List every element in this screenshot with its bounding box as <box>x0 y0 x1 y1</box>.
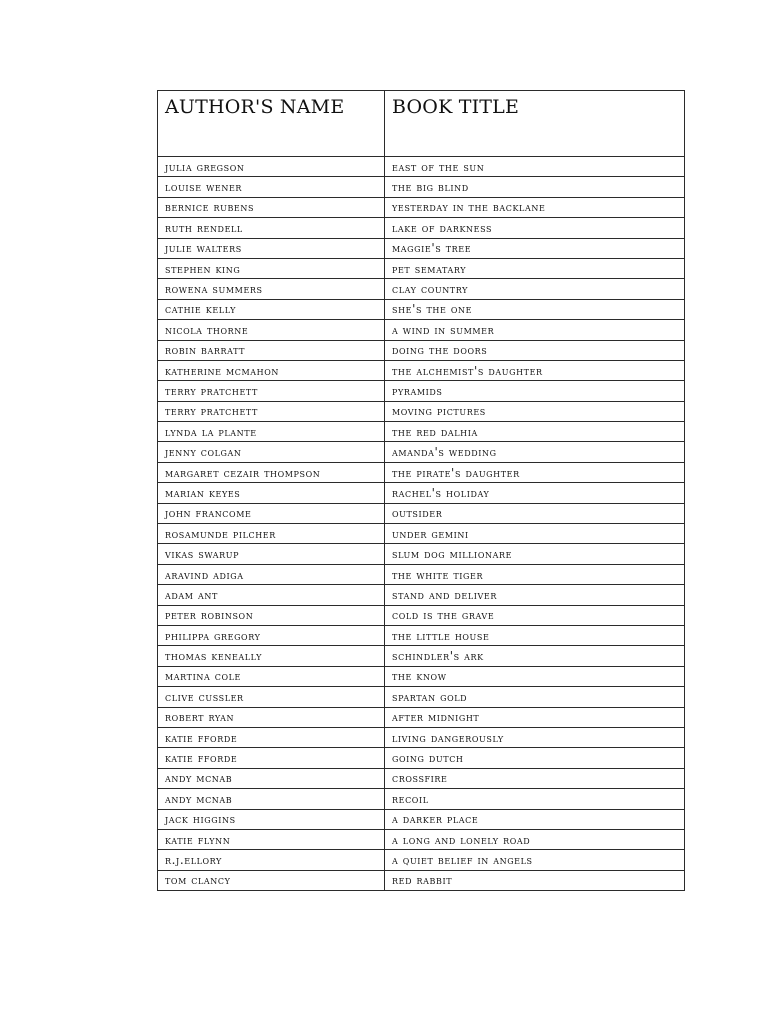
author-cell: clive cussler <box>158 687 385 707</box>
author-cell: martina cole <box>158 666 385 686</box>
author-cell: andy mcnab <box>158 789 385 809</box>
author-cell: tom clancy <box>158 870 385 890</box>
author-cell: katie fforde <box>158 727 385 747</box>
title-cell: crossfire <box>385 768 685 788</box>
title-cell: pet sematary <box>385 258 685 278</box>
title-cell: clay country <box>385 279 685 299</box>
table-row <box>158 748 685 768</box>
title-cell: the know <box>385 666 685 686</box>
table-row <box>158 340 685 360</box>
title-cell: cold is the grave <box>385 605 685 625</box>
author-cell: margaret cezair thompson <box>158 462 385 482</box>
title-cell: the little house <box>385 625 685 645</box>
author-cell: jenny colgan <box>158 442 385 462</box>
title-cell: recoil <box>385 789 685 809</box>
author-cell: rowena summers <box>158 279 385 299</box>
table-row <box>158 401 685 421</box>
author-cell: julie walters <box>158 238 385 258</box>
author-cell: r.j.ellory <box>158 850 385 870</box>
table-body <box>158 157 685 891</box>
title-cell: east of the sun <box>385 157 685 177</box>
author-cell: terry pratchett <box>158 381 385 401</box>
title-cell: the big blind <box>385 177 685 197</box>
table-row <box>158 870 685 890</box>
table-row <box>158 524 685 544</box>
table-row <box>158 258 685 278</box>
author-cell: bernice rubens <box>158 197 385 217</box>
author-cell: louise wener <box>158 177 385 197</box>
title-cell: under gemini <box>385 524 685 544</box>
table-header <box>158 91 685 157</box>
title-cell: red rabbit <box>385 870 685 890</box>
title-cell: outsider <box>385 503 685 523</box>
table-row <box>158 279 685 299</box>
table-row <box>158 666 685 686</box>
table-row <box>158 829 685 849</box>
table-row <box>158 564 685 584</box>
author-cell: rosamunde pilcher <box>158 524 385 544</box>
title-cell: after midnight <box>385 707 685 727</box>
author-cell: katie fforde <box>158 748 385 768</box>
table-row <box>158 462 685 482</box>
table-row <box>158 177 685 197</box>
title-cell: stand and deliver <box>385 585 685 605</box>
table-row <box>158 381 685 401</box>
author-cell: robert ryan <box>158 707 385 727</box>
table-row <box>158 503 685 523</box>
title-cell: a wind in summer <box>385 320 685 340</box>
title-cell: rachel's holiday <box>385 483 685 503</box>
table-row <box>158 360 685 380</box>
author-cell: vikas swarup <box>158 544 385 564</box>
title-cell: going dutch <box>385 748 685 768</box>
header-row <box>158 91 685 157</box>
author-cell: jack higgins <box>158 809 385 829</box>
title-cell: maggie's tree <box>385 238 685 258</box>
table-row <box>158 320 685 340</box>
table-row <box>158 687 685 707</box>
author-cell: terry pratchett <box>158 401 385 421</box>
author-cell: marian keyes <box>158 483 385 503</box>
author-cell: thomas keneally <box>158 646 385 666</box>
table-row <box>158 625 685 645</box>
author-cell: ruth rendell <box>158 218 385 238</box>
title-cell: pyramids <box>385 381 685 401</box>
title-cell: schindler's ark <box>385 646 685 666</box>
author-cell: stephen king <box>158 258 385 278</box>
table-row <box>158 727 685 747</box>
table-row <box>158 157 685 177</box>
title-cell: the red dalhia <box>385 422 685 442</box>
title-cell: yesterday in the backlane <box>385 197 685 217</box>
author-cell: andy mcnab <box>158 768 385 788</box>
author-cell: nicola thorne <box>158 320 385 340</box>
title-cell: living dangerously <box>385 727 685 747</box>
table-row <box>158 299 685 319</box>
author-cell: katie flynn <box>158 829 385 849</box>
title-cell: spartan gold <box>385 687 685 707</box>
table-row <box>158 483 685 503</box>
author-cell: john francome <box>158 503 385 523</box>
title-cell: the alchemist's daughter <box>385 360 685 380</box>
table-row <box>158 605 685 625</box>
title-cell: the white tiger <box>385 564 685 584</box>
table-row <box>158 646 685 666</box>
title-cell: slum dog millionare <box>385 544 685 564</box>
title-cell: moving pictures <box>385 401 685 421</box>
title-column-header: BOOK TITLE <box>385 91 685 157</box>
title-cell: a long and lonely road <box>385 829 685 849</box>
title-cell: a darker place <box>385 809 685 829</box>
author-cell: katherine mcmahon <box>158 360 385 380</box>
author-cell: aravind adiga <box>158 564 385 584</box>
title-cell: doing the doors <box>385 340 685 360</box>
author-cell: adam ant <box>158 585 385 605</box>
title-cell: the pirate's daughter <box>385 462 685 482</box>
author-cell: robin barratt <box>158 340 385 360</box>
table-row <box>158 707 685 727</box>
table-row <box>158 197 685 217</box>
table-row <box>158 544 685 564</box>
table-row <box>158 218 685 238</box>
table-row <box>158 238 685 258</box>
table-row <box>158 850 685 870</box>
author-cell: peter robinson <box>158 605 385 625</box>
table-row <box>158 768 685 788</box>
title-cell: amanda's wedding <box>385 442 685 462</box>
author-cell: philippa gregory <box>158 625 385 645</box>
table-row <box>158 422 685 442</box>
table-row <box>158 585 685 605</box>
books-table <box>157 90 685 891</box>
author-cell: julia gregson <box>158 157 385 177</box>
table-row <box>158 809 685 829</box>
title-cell: a quiet belief in angels <box>385 850 685 870</box>
title-cell: she's the one <box>385 299 685 319</box>
author-cell: cathie kelly <box>158 299 385 319</box>
author-column-header: AUTHOR'S NAME <box>158 91 385 157</box>
author-cell: lynda la plante <box>158 422 385 442</box>
title-cell: lake of darkness <box>385 218 685 238</box>
table-row <box>158 442 685 462</box>
table-row <box>158 789 685 809</box>
